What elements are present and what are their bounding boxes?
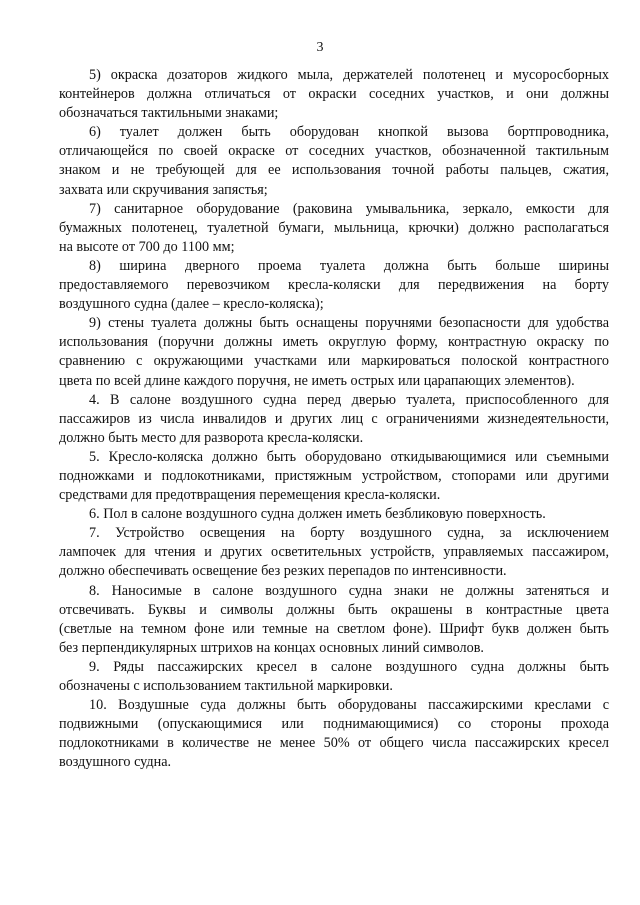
- text-line: 7) санитарное оборудование (раковина умывальника, зеркало, емкости для: [89, 200, 609, 217]
- text-line: отсвечивать. Буквы и символы должны быть окрашены в контрастные цвета: [59, 601, 609, 618]
- text-line: 6. Пол в салоне воздушного судна должен иметь безбликовую поверхность.: [89, 506, 546, 523]
- document-body: [59, 66, 609, 772]
- text-line: воздушного судна (далее – кресло-коляска);: [59, 296, 324, 313]
- text-line: на высоте от 700 до 1100 мм;: [59, 238, 235, 255]
- text-line: лампочек для чтения и других осветительных устройств, управляемых пассажиром,: [59, 544, 609, 561]
- paragraph-s10: [59, 696, 609, 772]
- text-line: пассажиров из числа инвалидов и других лиц с ограничениями жизнедеятельности,: [59, 410, 609, 427]
- text-line: 10. Воздушные суда должны быть оборудованы пассажирскими креслами с: [89, 697, 609, 714]
- text-line: 9. Ряды пассажирских кресел в салоне воздушного судна должны быть: [89, 658, 609, 675]
- text-line: захвата или скручивания запястья;: [59, 181, 268, 198]
- text-line: 5) окраска дозаторов жидкого мыла, держателей полотенец и мусоросборных: [89, 67, 609, 83]
- text-line: контейнеров должна отличаться от окраски соседних участков, и они должны: [59, 86, 609, 103]
- text-line: должно быть место для разворота кресла-коляски.: [59, 429, 364, 446]
- text-line: предоставляемого перевозчиком кресла-коляски для передвижения на борту: [59, 277, 609, 294]
- paragraph-p7: [59, 200, 609, 257]
- page-number: 3: [316, 40, 324, 55]
- text-line: 8. Наносимые в салоне воздушного судна знаки не должны затеняться и: [89, 582, 609, 599]
- text-line: 4. В салоне воздушного судна перед дверью туалета, приспособленного для: [89, 391, 609, 408]
- text-line: должно обеспечивать освещение без резких перепадов по интенсивности.: [59, 563, 507, 580]
- text-line: подножками и подлокотниками, пристяжным устройством, стопорами или другими: [59, 467, 609, 484]
- paragraph-s5: [59, 448, 609, 505]
- text-line: подлокотниками в количестве не менее 50% от общего числа пассажирских кресел: [59, 735, 609, 752]
- paragraph-p5: [59, 66, 609, 123]
- paragraph-p8: [59, 257, 609, 314]
- text-line: отличающейся по своей окраске от соседних участков, обозначенной тактильным: [59, 143, 609, 160]
- text-line: 9) стены туалета должны быть оснащены поручнями безопасности для удобства: [89, 315, 609, 332]
- paragraph-s4: [59, 391, 609, 448]
- paragraph-s6: [89, 505, 609, 524]
- text-line: средствами для предотвращения перемещения кресла-коляски.: [59, 487, 441, 504]
- text-line: бумажных полотенец, туалетной бумаги, мыльница, крючки) должно располагаться: [59, 219, 609, 236]
- paragraph-s9: [59, 658, 609, 696]
- text-line: 5. Кресло-коляска должно быть оборудовано откидывающимися или съемными: [89, 448, 609, 465]
- paragraph-p6: [59, 123, 609, 199]
- text-line: знаком и не требующей для ее использования точной работы пальцев, сжатия,: [59, 162, 609, 179]
- text-line: обозначаться тактильными знаками;: [59, 105, 279, 122]
- text-line: обозначены с использованием тактильной маркировки.: [59, 678, 393, 694]
- paragraph-s7: [59, 524, 609, 581]
- text-line: 8) ширина дверного проема туалета должна быть больше ширины: [89, 257, 609, 274]
- text-line: без перпендикулярных штрихов на концах основных линий символов.: [59, 639, 484, 656]
- text-line: 7. Устройство освещения на борту воздушного судна, за исключением: [89, 525, 609, 542]
- text-line: подвижными (опускающимися или поднимающимися) со стороны прохода: [59, 716, 609, 733]
- text-line: воздушного судна.: [59, 754, 172, 771]
- text-line: 6) туалет должен быть оборудован кнопкой вызова бортпроводника,: [89, 124, 609, 141]
- text-line: сравнению с окружающими участками или маркироваться полоской контрастного: [59, 353, 609, 370]
- paragraph-p9: [59, 314, 609, 390]
- paragraph-s8: [59, 582, 609, 658]
- text-line: использования (поручни должны иметь округлую форму, контрастную окраску по: [59, 334, 609, 351]
- text-line: цвета по всей длине каждого поручня, не иметь острых или царапающих элементов).: [59, 372, 575, 389]
- text-line: (светлые на темном фоне или темные на светлом фоне). Шрифт букв должен быть: [59, 620, 609, 637]
